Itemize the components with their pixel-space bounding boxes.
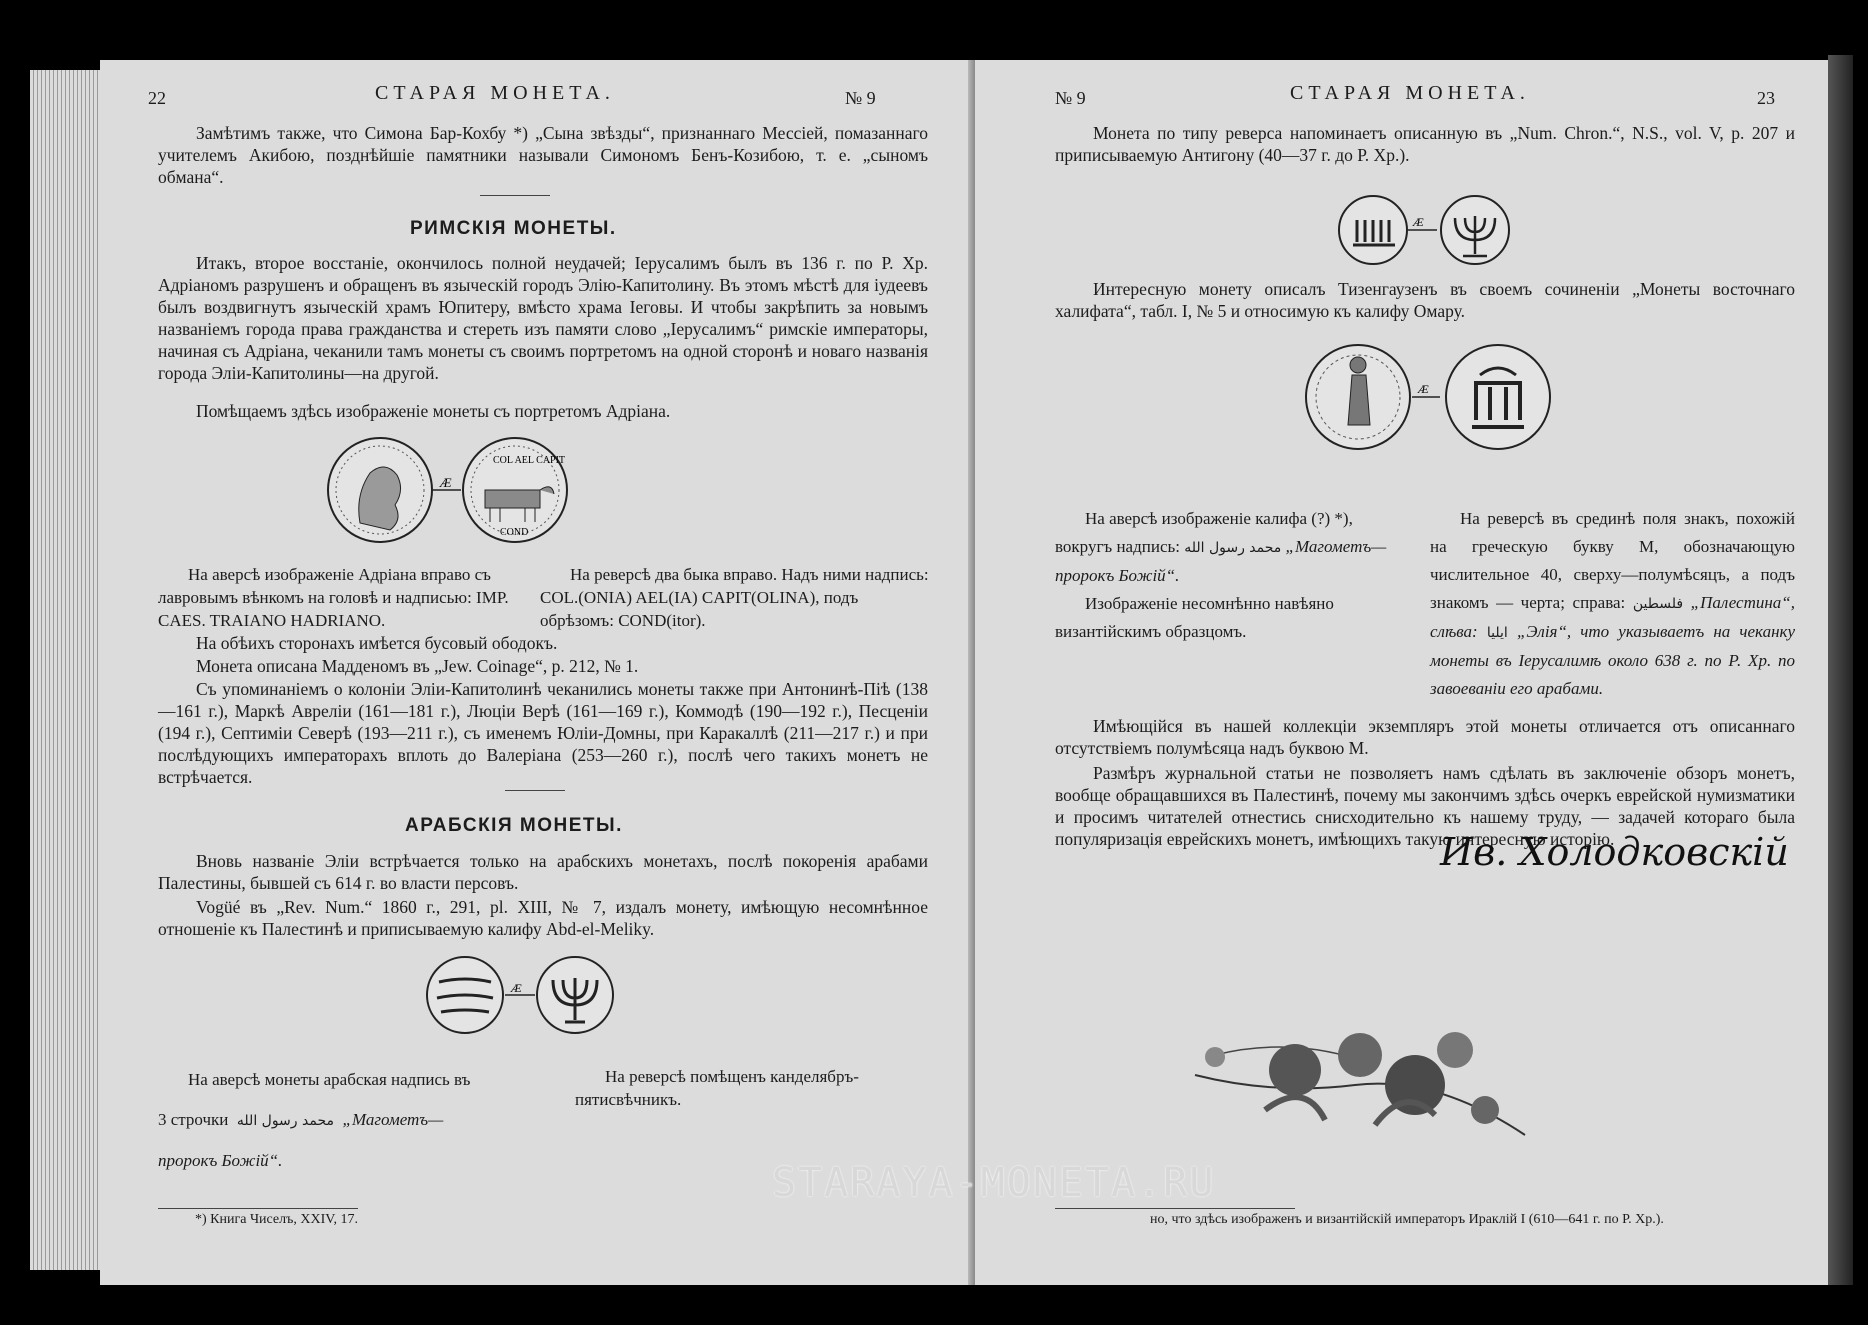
umar-reverse-text: На реверсѣ въ срединѣ поля знакъ, похожій на греческую букву М, обозначающую числительное 40, сверху—полумѣсяцъ, а подъ знакомъ — черта; справа: فلسطين „Палестина“, слѣва: ايليا „Элія“, что указываетъ на чеканку монеты въ Іерусалимѣ около 638 г. по Р. Хр. по завоеваніи его арабами. [1430,509,1796,698]
arab-paragraph-2: Vogüé въ „Rev. Num.“ 1860 г., 291, pl. XIII, № 7, издалъ монету, имѣющую несомнѣнное отношеніе къ Палестинѣ и приписываемую калифу Abd-el-Meliky. [158,897,928,939]
roman-paragraph: Итакъ, второе восстаніе, окончилось полной неудачей; Іерусалимъ былъ въ 136 г. по Р. Хр. Адріаномъ разрушенъ и обращенъ въ языческій городъ Элію-Капитолину. Въ этомъ мѣстѣ для іудеевъ былъ воздвигнутъ языческій храмъ Юпитеру, вмѣсто храма Іеговы. И чтобы закрѣпить за новымъ названіемъ города права гражданства и стереть изъ памяти слово „Іерусалимъ“ римскіе императоры, начиная съ Адріана, чеканили тамъ монеты съ своимъ портретомъ на одной сторонѣ и новаго названія города Эліи-Капитолины—на другой. [158,253,928,383]
poppy-flowers-ornament [1175,1015,1545,1165]
right-paragraph-3: Имѣющійся въ нашей коллекціи экземпляръ этой монеты отличается отъ описаннаго отсутствіемъ полумѣсяца надъ буквою М. [1055,716,1795,758]
umar-coin-illustration [1300,335,1560,465]
arab-paragraph-1: Вновь названіе Эліи встрѣчается только на арабскихъ монетахъ, послѣ покоренія арабами Палестины, бывшей съ 614 г. во власти персовъ. [158,851,928,893]
roman-coins-heading: РИМСКІЯ МОНЕТЫ. [410,218,617,239]
left-running-title: СТАРАЯ МОНЕТА. [375,82,615,104]
right-page [975,60,1830,1285]
hadrian-obverse-text: На аверсѣ изображеніе Адріана вправо съ лавровымъ вѣнкомъ на головѣ и надписью: IMP. CAES. TRAIANO HADRIANO. [158,565,509,630]
ae-mark: Æ [1413,215,1424,229]
arab-obverse-text: На аверсѣ монеты арабская надпись въ 3 строчки محمد رسول الله „Магометъ— пророкъ Божій“. [158,1070,471,1170]
hadrian-coin-illustration [325,435,645,555]
page-edges [30,70,110,1270]
right-paragraph-4: Размѣръ журнальной статьи не позволяетъ намъ сдѣлать въ заключеніе обзоръ монетъ, вообще обращавшихся въ Палестинѣ, почему мы закончимъ здѣсь очеркъ еврейской нумизматики и просимъ читателей отнестись снисходительно къ нашему труду, — задачей котораго была популяризація еврейскихъ монетъ, имѣющихъ такую интересную исторію. [1055,763,1795,849]
signature: Ив. Холодковскій [1440,830,1789,874]
arabic-inscription: محمد رسول الله [236,1113,334,1129]
divider [505,790,565,791]
both-sides-note: На обѣихъ сторонахъ имѣется бусовый ободокъ. [196,633,558,653]
hadrian-reverse-text: На реверсѣ два быка вправо. Надъ ними надпись: COL.(ONIA) AEL(IA) CAPIT(OLINA), подъ обрѣзомъ: COND(itor). [540,565,929,630]
antigonus-coin-illustration [1335,190,1535,270]
hadrian-reverse-exergue: COND [500,527,529,538]
umar-obverse-text: На аверсѣ изображеніе калифа (?) *), вокругъ надпись: محمد رسول الله „Магометъ—пророкъ Божій“. Изображеніе несомнѣнно навѣяно византійскимъ образцомъ. [1055,509,1387,641]
arab-reverse-text: На реверсѣ помѣщенъ канделябръ-пятисвѣчникъ. [575,1067,859,1109]
right-paragraph-1: Монета по типу реверса напоминаетъ описанную въ „Num. Chron.“, N.S., vol. V, р. 207 и приписываемую Антигону (40—37 г. до Р. Хр.). [1055,123,1795,165]
right-footnote: но, что здѣсь изображенъ и византійскій императоръ Ираклій I (610—641 г. по Р. Хр.). [1150,1212,1664,1227]
arab-coins-heading: АРАБСКІЯ МОНЕТЫ. [405,815,623,836]
umar-reverse-coin [1446,345,1550,449]
left-issue: № 9 [845,88,876,108]
hadrian-intro: Помѣщаемъ здѣсь изображеніе монеты съ портретомъ Адріана. [196,401,671,421]
footnote-rule [1055,1208,1295,1209]
left-page-number: 22 [148,88,166,108]
left-footnote: *) Книга Чиселъ, XXIV, 17. [195,1212,359,1227]
watermark: STARAYA-MONETA.RU [772,1160,1216,1206]
madden-note: Монета описана Мадденомъ въ „Jew. Coinage“, р. 212, № 1. [196,656,639,676]
intro-paragraph: Замѣтимъ также, что Симона Бар-Кохбу *) „Сына звѣзды“, признаннаго Мессіей, помазаннаго учителемъ Акибою, позднѣйшіе памятники называли Симономъ Бенъ-Козибою, т. е. „сыномъ обмана“. [158,123,928,187]
ae-mark: Æ [511,981,522,995]
right-issue: № 9 [1055,88,1086,108]
colony-paragraph: Съ упоминаніемъ о колоніи Эліи-Капитолинѣ чеканились монеты также при Антонинѣ-Піѣ (138—161 г.), Маркѣ Авреліи (161—181 г.), Люціи Верѣ (161—169 г.), Коммодѣ (190—192 г.), Песценіи (194 г.), Септиміи Северѣ (193—211 г.), съ именемъ Юліи-Домны, при Каракаллѣ (211—217 г.) и при послѣдующихъ императорахъ вплоть до Валеріана (253—260 г.), послѣ чего такихъ монетъ не встрѣчается. [158,679,928,787]
arab-coin-illustration [425,950,645,1040]
hadrian-reverse-legend: COL AEL CAPIT [493,455,566,466]
right-running-title: СТАРАЯ МОНЕТА. [1290,82,1530,104]
ae-mark: Æ [440,475,452,490]
divider [480,195,550,196]
footnote-rule [158,1208,358,1209]
right-page-number: 23 [1757,88,1775,108]
ae-mark: Æ [1418,382,1429,396]
right-paragraph-2: Интересную монету описалъ Тизенгаузенъ въ своемъ сочиненіи „Монеты восточнаго халифата“, табл. I, № 5 и относимую къ калифу Омару. [1055,279,1795,321]
left-page [100,60,975,1285]
book-cover-edge [1828,55,1853,1285]
